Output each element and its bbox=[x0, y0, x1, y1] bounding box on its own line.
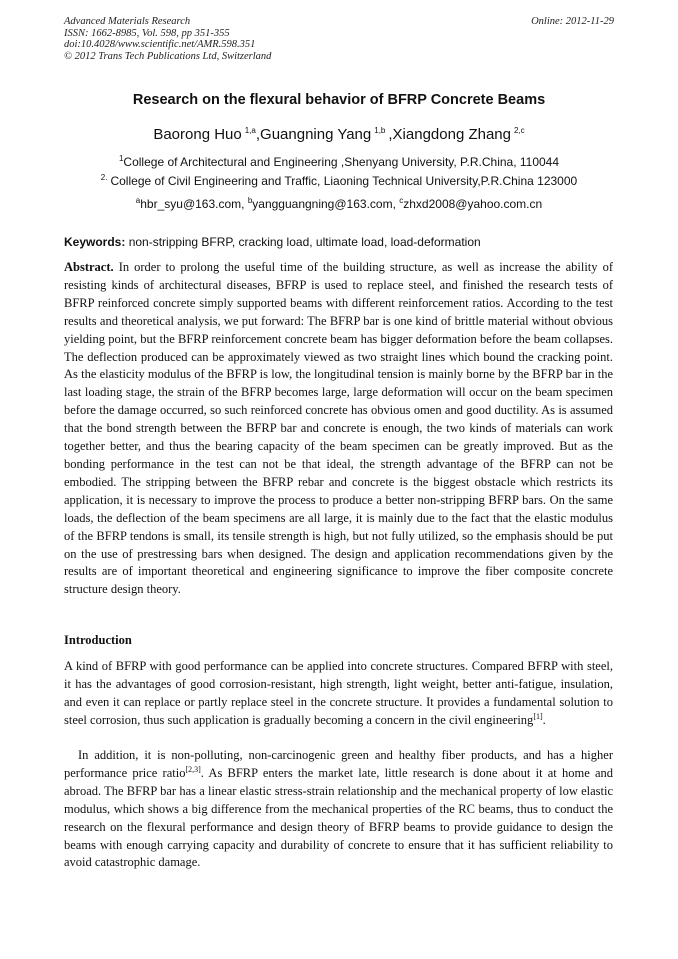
copyright-line: © 2012 Trans Tech Publications Ltd, Switzerland bbox=[64, 50, 272, 62]
affiliation-mark: 1 bbox=[118, 154, 124, 163]
citation-link[interactable]: [1] bbox=[533, 711, 543, 721]
email-mark: c bbox=[399, 196, 404, 205]
journal-header bbox=[64, 16, 614, 62]
author-name: Xiangdong Zhang bbox=[392, 126, 511, 143]
email-link[interactable]: hbr_syu@163.com bbox=[140, 197, 242, 211]
author-affiliation-mark: 1,a bbox=[244, 126, 256, 135]
abstract bbox=[64, 259, 613, 599]
author-list: Baorong Huo $^{1,a}$,Guangning Yang $^{1,b}$ ,Xiangdong Zhang $^{2,c}$ bbox=[153, 126, 525, 143]
affiliation-mark: 2. bbox=[100, 173, 108, 182]
email-link[interactable]: zhxd2008@yahoo.com.cn bbox=[403, 197, 543, 211]
paragraph-text: . As BFRP enters the market late, little research is done about it at home and abroad. The BFRP bar has a linear elastic stress-strain relationship and the mechanical property of low elastic modulus, which shows a big difference from the mechanical properties of the RC beams, thus to conduct the research on the flexural performance and design theory of BFRP beams to provide guidance to design the beams with enough carrying capacity and durability of concrete to ensure that it has sufficient reliability to avoid catastrophic damage. bbox=[64, 765, 613, 870]
keywords-text: non-stripping BFRP, cracking load, ultimate load, load-deformation bbox=[128, 235, 481, 249]
email-link[interactable]: yangguangning@163.com bbox=[252, 197, 393, 211]
journal-name: Advanced Materials Research bbox=[64, 16, 191, 27]
online-date: Online: 2012-11-29 bbox=[531, 16, 614, 27]
doi-line[interactable]: doi:10.4028/www.scientific.net/AMR.598.351 bbox=[64, 39, 256, 51]
abstract-label: Abstract. bbox=[64, 260, 114, 274]
keywords bbox=[64, 235, 624, 249]
author-name: Baorong Huo bbox=[153, 126, 242, 143]
issn-line: ISSN: 1662-8985, Vol. 598, pp 351-355 bbox=[64, 27, 230, 39]
section-heading: Introduction bbox=[64, 633, 132, 647]
intro-paragraph-1 bbox=[64, 658, 613, 730]
citation-link[interactable]: [2,3] bbox=[185, 764, 201, 774]
affiliation-1 bbox=[0, 155, 678, 169]
email-mark: a bbox=[135, 196, 141, 205]
author-affiliation-mark: 1,b bbox=[374, 126, 386, 135]
paragraph-text: In addition, it is non-polluting, non-carcinogenic green and healthy fiber products, and has a higher performance price ratio bbox=[64, 748, 613, 780]
paper-title: Research on the flexural behavior of BFRP Concrete Beams bbox=[132, 92, 546, 108]
affiliation-text: College of Civil Engineering and Traffic, Liaoning Technical University,P.R.China 123000 bbox=[110, 174, 578, 188]
intro-paragraph-2 bbox=[64, 747, 613, 872]
affiliation-text: College of Architectural and Engineering ,Shenyang University, P.R.China, 110044 bbox=[123, 155, 560, 169]
keywords-label: Keywords: bbox=[64, 235, 126, 249]
email-mark: b bbox=[247, 196, 253, 205]
paragraph-text: A kind of BFRP with good performance can be applied into concrete structures. Compared BFRP with steel, it has the advantages of good corrosion-resistant, high strength, light weight, better anti-fatigue, insulation, and even it can replace or partly replace steel in the concrete structure. It provides a fundamental solution to steel corrosion, thus such application is gradually becoming a concern in the civil engineering bbox=[64, 659, 613, 727]
abstract-text: In order to prolong the useful time of the building structure, as well as increase the ability of resisting kinds of architectural diseases, BFRP is used to replace steel, and finished the research tests of BFRP reinforced concrete simply supported beams with different reinforcement ratios. According to the test results and theoretical analysis, we put forward: The BFRP bar is one kind of brittle material without obvious yielding point, but the BFRP reinforcement concrete beam has bigger deformation before the beam collapses. The deflection produced can be approximately viewed as two straight lines which bound the cracking point. As the elasticity modulus of the BFRP is low, the longitudinal tension is mainly borne by the BFRP bar in the last loading stage, the strain of the BFRP becomes large, large deformation will occur on the beam specimen before the damage occurred, so such reinforced concrete has obvious omen and good ductility. As is assumed that the bond strength between the BFRP bar and concrete is enough, the two kinds of materials can work together better, and thus the bearing capacity of the beam specimen can be greatly improved. But as the bonding performance in the test can not be that ideal, the strength advantage of the BFRP can not be embodied. The stripping between the BFRP rebar and concrete is the biggest obstacle which restricts its application, it is necessary to improve the process to produce a better non-stripping BFRP bars. On the same loads, the deflection of the beam specimens are all large, it is mainly due to the fact that the elastic modulus of the BFRP tendons is small, its tensile strength is high, but not fully utilized, so the emphasis should be put on the use of prestressing bars when designed. The design and application recommendations given by the results are of important theoretical and engineering significance to improve the fiber composite concrete structure design theory. bbox=[64, 260, 613, 597]
author-name: Guangning Yang bbox=[260, 126, 372, 143]
author-affiliation-mark: 2,c bbox=[513, 126, 525, 135]
author-emails: $^a$hbr_syu@163.com, $^b$yangguangning@163.com, $^c$zhxd2008@yahoo.com.cn bbox=[135, 196, 543, 211]
affiliation-2 bbox=[0, 174, 678, 188]
paragraph-end: . bbox=[542, 712, 546, 727]
